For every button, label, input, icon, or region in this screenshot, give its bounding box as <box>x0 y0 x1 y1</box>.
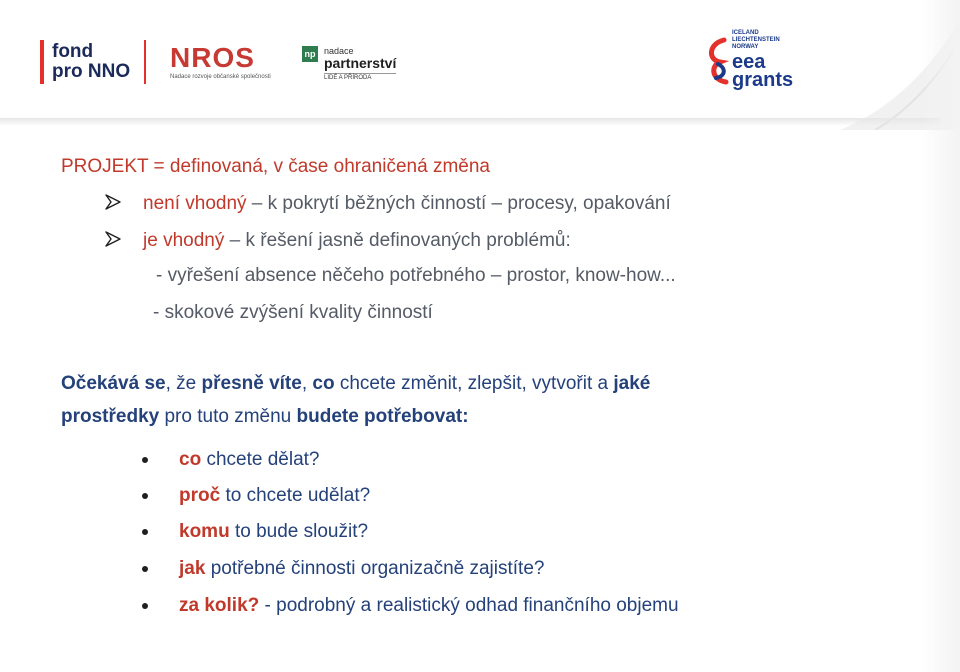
question-text: to bude sloužit? <box>229 521 369 542</box>
eea-swirl-icon <box>706 34 730 90</box>
eea-word: eea <box>732 51 766 73</box>
grants-word: grants <box>732 69 794 91</box>
paragraph-text: pro tuto změnu <box>159 406 297 427</box>
question-key: jak <box>179 558 206 579</box>
question-key: za kolik? <box>179 595 260 616</box>
slide-heading: PROJEKT = definovaná, v čase ohraničená změna <box>61 156 490 177</box>
subpoint-quality: - skokové zvýšení kvality činností <box>153 302 433 323</box>
fond-logo-line2: pro NNO <box>52 61 131 82</box>
arrow-bullet-icon <box>104 193 122 211</box>
partnerstvi-mark-icon: np <box>302 46 318 62</box>
paragraph-text: , že <box>165 373 202 394</box>
bullet-dot-icon <box>142 566 148 572</box>
subpoint-absence: - vyřešení absence něčeho potřebného – prostor, know-how... <box>156 265 676 286</box>
paragraph-line-2 <box>61 405 469 429</box>
fond-logo-line1: fond <box>52 41 94 62</box>
paragraph-bold-phrase: budete potřebovat: <box>296 406 469 427</box>
point-suitable-key: je vhodný <box>143 230 225 251</box>
partnerstvi-line3: LIDÉ A PŘÍRODA <box>324 73 396 83</box>
bullet-dot-icon <box>142 529 148 535</box>
question-text: - podrobný a realistický odhad finančního objemu <box>259 595 679 616</box>
eea-country-3: NORWAY <box>732 44 759 50</box>
right-edge-shade <box>920 0 960 672</box>
paragraph-bold-phrase: jaké <box>613 373 651 394</box>
eea-country-2: LIECHTENSTEIN <box>732 37 780 43</box>
point-not-suitable-text: – k pokrytí běžných činností – procesy, opakování <box>246 193 671 214</box>
point-suitable-text: – k řešení jasně definovaných problémů: <box>224 230 571 251</box>
question-text: to chcete udělat? <box>220 485 371 506</box>
question-text: chcete dělat? <box>201 449 320 470</box>
nros-logo-tagline: Nadace rozvoje občanské společnosti <box>170 74 271 80</box>
nros-logo-name: NROS <box>170 42 255 73</box>
question-key: proč <box>179 485 221 506</box>
paragraph-bold-phrase: přesně víte <box>201 373 302 394</box>
paragraph-bold-phrase: Očekává se <box>61 373 166 394</box>
point-not-suitable <box>143 192 671 216</box>
question-item <box>179 594 679 618</box>
question-item <box>179 520 368 544</box>
header-divider <box>0 118 940 126</box>
question-key: co <box>179 449 202 470</box>
question-item <box>179 484 370 508</box>
fond-pro-nno-logo <box>40 40 146 84</box>
question-item <box>179 448 320 472</box>
paragraph-bold-phrase: prostředky <box>61 406 160 427</box>
bullet-dot-icon <box>142 603 148 609</box>
question-item <box>179 557 544 581</box>
partnerstvi-line1: nadace <box>324 46 354 56</box>
paragraph-line-1 <box>61 372 650 396</box>
point-suitable <box>143 229 571 253</box>
partnerstvi-line2: partnerství <box>324 55 397 71</box>
nadace-partnerstvi-logo <box>302 46 396 83</box>
eea-country-1: ICELAND <box>732 30 759 36</box>
bullet-dot-icon <box>142 457 148 463</box>
arrow-bullet-icon <box>104 230 122 248</box>
paragraph-text: chcete změnit, zlepšit, vytvořit a <box>334 373 614 394</box>
point-not-suitable-key: není vhodný <box>143 193 247 214</box>
question-text: potřebné činnosti organizačně zajistíte? <box>205 558 545 579</box>
nros-logo <box>170 44 271 80</box>
paragraph-bold-phrase: co <box>312 373 335 394</box>
paragraph-text: , <box>301 373 313 394</box>
question-key: komu <box>179 521 230 542</box>
bullet-dot-icon <box>142 493 148 499</box>
